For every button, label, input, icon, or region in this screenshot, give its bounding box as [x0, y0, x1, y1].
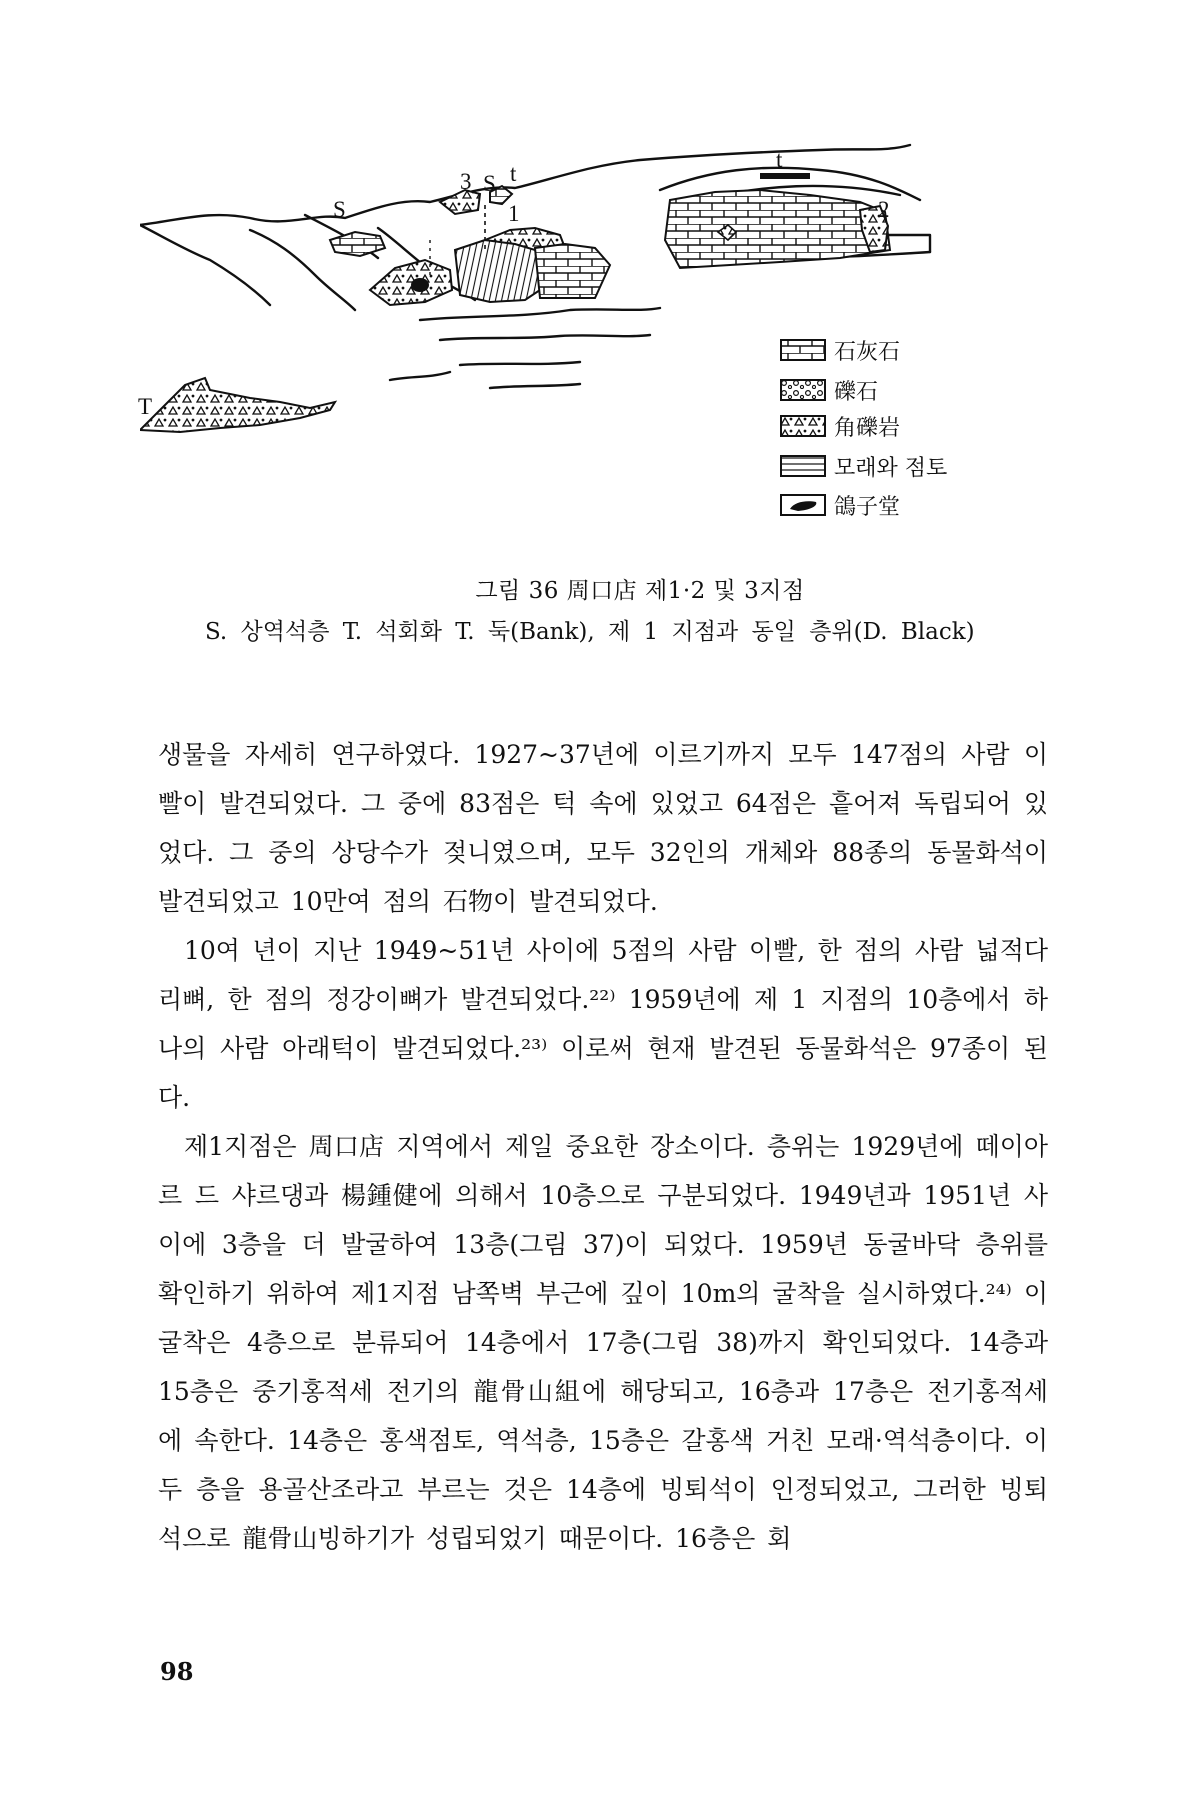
locality-2-limestone — [665, 190, 890, 268]
label-2: 2 — [878, 197, 890, 222]
legend-label: 角礫岩 — [834, 415, 901, 441]
legend-item-breccia — [780, 411, 900, 441]
legend-label: 모래와 점토 — [834, 455, 948, 481]
paragraph: 생물을 자세히 연구하였다. 1927~37년에 이르기까지 모두 147점의 사람 이빨이 발견되었다. 그 중에 83점은 턱 속에 있었고 64점은 흩어져 독립되어 있었다. 그 중의 상당수가 젖니였으며, 모두 32인의 개체와 88종의 동물화석이 발견되었고 10만여 점의 石物이 발견되었다. — [158, 740, 1048, 916]
caption-text: S. 상역석층 T. 석회화 T. 둑(Bank), 제 1 지점과 동일 층위(D. Black) — [205, 619, 975, 645]
label-3: 3 — [460, 169, 472, 194]
gravel-swatch — [780, 379, 826, 401]
legend-label: 鴿子堂 — [834, 494, 901, 520]
legend-label: 礫石 — [834, 379, 879, 405]
pigeon-hall-swatch — [780, 494, 826, 516]
breccia-swatch — [780, 415, 826, 437]
label-t-top: t — [510, 161, 517, 186]
legend-item-limestone — [780, 335, 900, 365]
sand-clay-swatch — [780, 455, 826, 477]
figure-36 — [140, 140, 1080, 560]
label-t-capital: T — [138, 394, 153, 419]
legend-item-sand-clay — [780, 451, 947, 481]
legend-label: 石灰石 — [834, 339, 901, 365]
paragraph: 제1지점은 周口店 지역에서 제일 중요한 장소이다. 층위는 1929년에 떼이아르 드 샤르댕과 楊鍾健에 의해서 10층으로 구분되었다. 1949년과 1951년 사이에 3층을 더 발굴하여 13층(그림 37)이 되었다. 1959년 동굴바닥 층위를 확인하기 위하여 제1지점 남쪽벽 부근에 깊이 10m의 굴착을 실시하였다.²⁴⁾ 이 굴착은 4층으로 분류되어 14층에서 17층(그림 38)까지 확인되었다. 14층과 15층은 중기홍적세 전기의 龍骨山組에 해당되고, 16층과 17층은 전기홍적세에 속한다. 14층은 홍색점토, 역석층, 15층은 갈홍색 거친 모래·역석층이다. 이 두 층을 용골산조라고 부르는 것은 14층에 빙퇴석이 인정되었고, 그러한 빙퇴석으로 龍骨山빙하기가 성립되었기 때문이다. 16층은 회 — [158, 1132, 1048, 1553]
page-number: 98 — [160, 1657, 194, 1686]
figure-caption — [205, 572, 1075, 651]
locality-1-limestone — [535, 244, 610, 298]
label-1: 1 — [508, 201, 520, 226]
label-s-left: S — [333, 197, 346, 222]
paragraph: 10여 년이 지난 1949~51년 사이에 5점의 사람 이빨, 한 점의 사람 넓적다리뼈, 한 점의 정강이뼈가 발견되었다.²²⁾ 1959년에 제 1 지점의 10층에서 하나의 사람 아래턱이 발견되었다.²³⁾ 이로써 현재 발견된 동물화석은 97종이 된다. — [158, 936, 1048, 1112]
label-s-top: S — [483, 171, 496, 196]
s-lens-left — [330, 232, 385, 256]
body-text — [158, 730, 1048, 1563]
legend-item-gravel — [780, 375, 878, 405]
limestone-swatch — [780, 339, 826, 361]
label-t-right: t — [776, 147, 783, 172]
t-bar — [760, 173, 810, 179]
legend-item-pigeon-hall — [780, 490, 900, 520]
caption-title: 그림 36 周口店 제1·2 및 3지점 — [475, 578, 805, 604]
t-mound — [140, 378, 335, 432]
geological-cross-section-drawing — [140, 140, 1080, 560]
locality-1-section — [455, 240, 540, 302]
breccia-mound-left — [370, 260, 452, 305]
